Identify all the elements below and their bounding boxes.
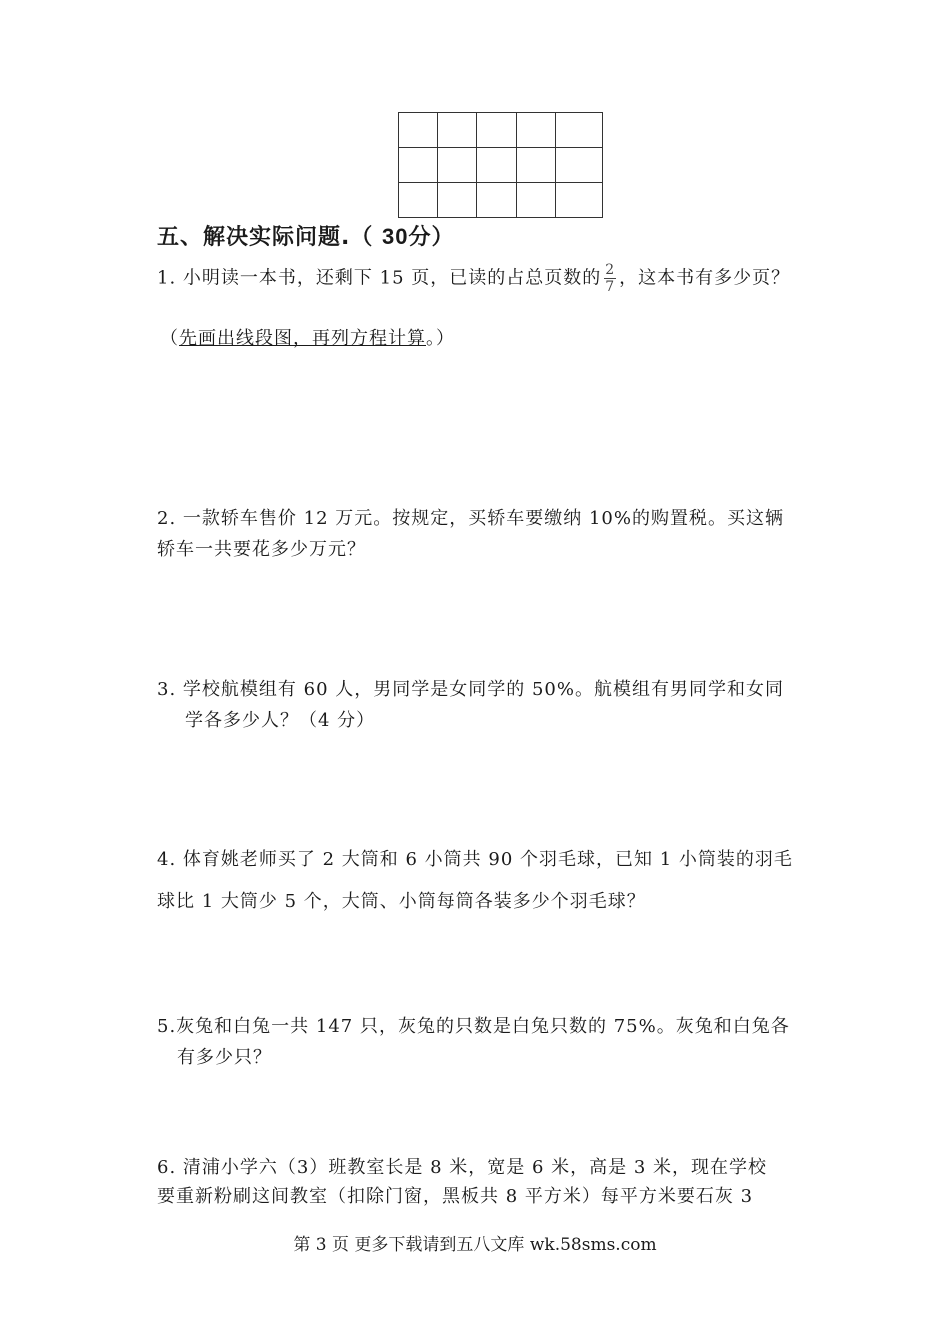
section-heading (157, 220, 455, 251)
grid-cell (399, 113, 438, 148)
question-5-line-1: 5.灰兔和白兔一共 147 只，灰兔的只数是白兔只数的 75%。灰兔和白兔各 (157, 1016, 790, 1037)
question-1 (157, 262, 790, 295)
grid-cell (477, 113, 516, 148)
question-1-note (160, 324, 455, 350)
question-4-line-1: 4. 体育姚老师买了 2 大筒和 6 小筒共 90 个羽毛球，已知 1 小筒装的羽毛 (157, 849, 793, 870)
note-open: （ (160, 328, 179, 349)
grid-cell (438, 148, 477, 183)
section-title: 五、解决实际问题.（ (157, 225, 374, 250)
answer-grid (398, 112, 603, 218)
grid-cell (477, 148, 516, 183)
question-1-text-end: ，这本书有多少页？ (619, 267, 791, 289)
question-3-line-2: 学各多少人？（4 分） (185, 710, 376, 731)
question-3-line-1: 3. 学校航模组有 60 人，男同学是女同学的 50%。航模组有男同学和女同 (157, 679, 784, 700)
question-4-line-2: 球比 1 大筒少 5 个，大筒、小筒每筒各装多少个羽毛球？ (157, 891, 646, 912)
page-footer: 第 3 页 更多下载请到五八文库 wk.58sms.com (293, 1235, 657, 1255)
grid-cell (399, 148, 438, 183)
grid-cell (555, 148, 602, 183)
question-2-line-1: 2. 一款轿车售价 12 万元。按规定，买轿车要缴纳 10%的购置税。买这辆 (157, 508, 784, 529)
grid-cell (399, 183, 438, 218)
question-5-line-2: 有多少只？ (177, 1047, 272, 1068)
fraction (604, 262, 616, 295)
grid-row (399, 113, 603, 148)
grid-row (399, 183, 603, 218)
grid-cell (477, 183, 516, 218)
grid-row (399, 148, 603, 183)
question-6-line-2: 要重新粉刷这间教室（扣除门窗，黑板共 8 平方米）每平方米要石灰 3 (157, 1186, 754, 1207)
note-instruction: 先画出线段图，再列方程计算 (179, 328, 426, 349)
grid-cell (438, 113, 477, 148)
question-1-text: 1. 小明读一本书，还剩下 15 页，已读的占总页数的 (157, 267, 602, 289)
question-2-line-2: 轿车一共要花多少万元？ (157, 539, 366, 560)
grid-cell (438, 183, 477, 218)
grid-cell (516, 148, 555, 183)
grid-cell (516, 113, 555, 148)
fraction-denominator: 7 (605, 279, 616, 295)
question-6-line-1: 6. 清浦小学六（3）班教室长是 8 米，宽是 6 米，高是 3 米，现在学校 (157, 1157, 768, 1178)
grid-cell (555, 113, 602, 148)
note-close: 。） (426, 328, 455, 349)
grid-cell (555, 183, 602, 218)
grid-cell (516, 183, 555, 218)
section-score: 30分） (382, 224, 455, 249)
fraction-numerator: 2 (605, 262, 616, 278)
